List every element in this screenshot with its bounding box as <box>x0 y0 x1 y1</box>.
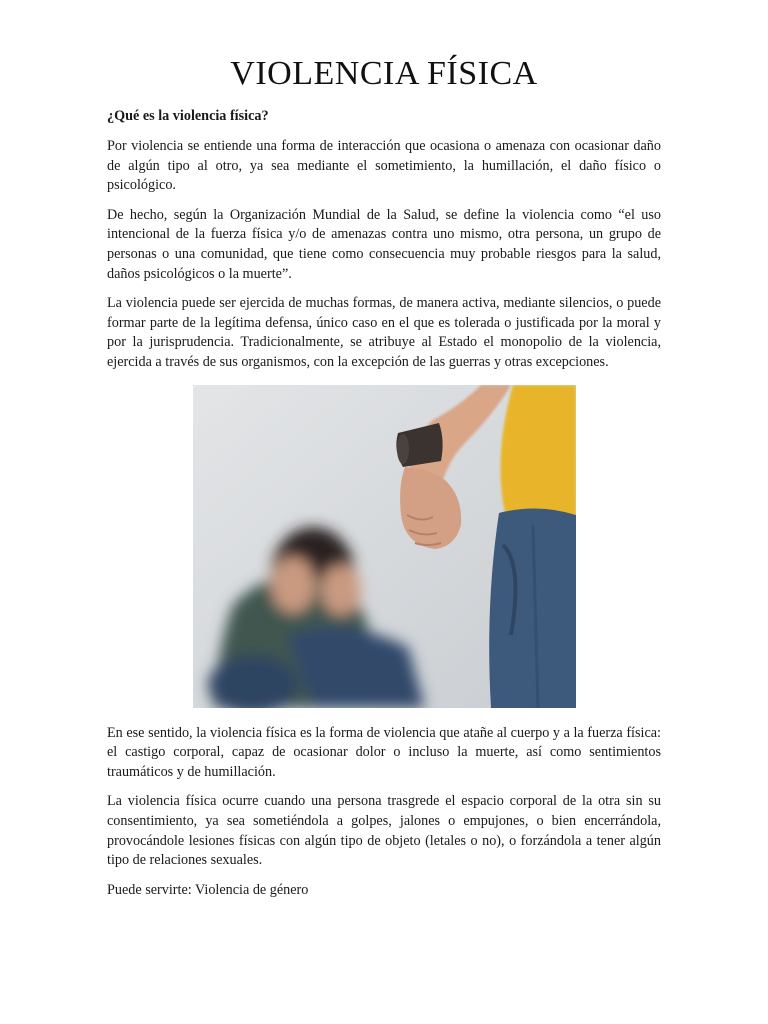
paragraph-4: En ese sentido, la violencia física es la forma de violencia que atañe al cuerpo y a la fuerza física: el castigo corporal, capaz de ocasionar dolor o incluso la muerte, así como sentimientos traumáticos y de humillación. <box>107 724 661 780</box>
paragraph-2: De hecho, según la Organización Mundial de la Salud, se define la violencia como “el uso intencional de la fuerza física y/o de amenazas contra uno mismo, otra persona, un grupo de personas o una comunidad, que tiene como consecuencia muy probable riesgos para la salud, daños psicológicos o la muerte”. <box>107 206 661 282</box>
document-page <box>107 54 661 910</box>
paragraph-5: La violencia física ocurre cuando una persona trasgrede el espacio corporal de la otra sin su consentimiento, ya sea sometiéndola a golpes, jalones o empujones, o bien encerrándola, provocándole lesiones físicas con algún tipo de objeto (letales o no), o forzándola a tener algún tipo de relaciones sexuales. <box>107 793 661 869</box>
document-title: VIOLENCIA FÍSICA <box>230 55 538 92</box>
photo-svg <box>193 385 576 708</box>
paragraph-1: Por violencia se entiende una forma de interacción que ocasiona o amenaza con ocasionar daño de algún tipo al otro, ya sea mediante el sometimiento, la humillación, el daño físico o psicológico. <box>107 138 661 194</box>
illustration-photo <box>193 385 576 708</box>
section-question: ¿Qué es la violencia física? <box>107 108 269 124</box>
related-link[interactable]: Puede servirte: Violencia de género <box>107 881 309 898</box>
paragraph-3: La violencia puede ser ejercida de muchas formas, de manera activa, mediante silencios, o puede formar parte de la legítima defensa, único caso en el que es tolerada o justificada por la moral y por la jurisprudencia. Tradicionalmente, se atribuye al Estado el monopolio de la violencia, ejercida a través de sus organismos, con la excepción de las guerras y otras excepciones. <box>107 295 661 370</box>
